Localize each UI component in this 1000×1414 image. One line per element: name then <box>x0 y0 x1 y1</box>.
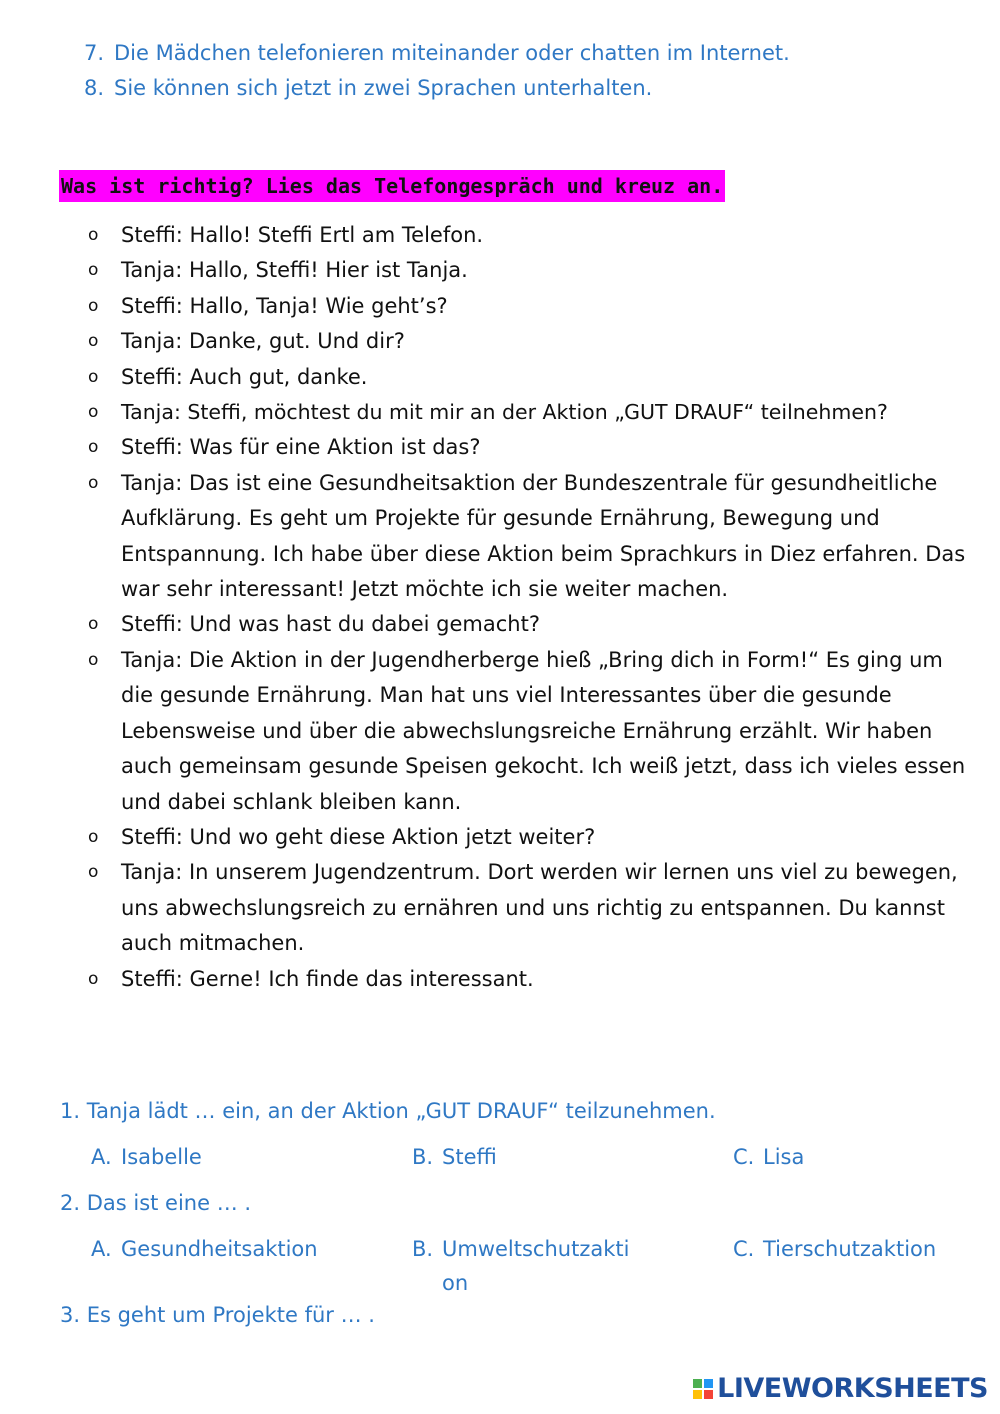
bullet-icon: o <box>88 402 99 423</box>
option-b[interactable]: B. Umweltschutzaktion <box>412 1237 630 1295</box>
logo-square-blue <box>704 1379 713 1388</box>
logo-square-yellow <box>693 1390 702 1399</box>
option-c[interactable]: C. Tierschutzaktion <box>733 1237 937 1261</box>
option-a[interactable]: A. Isabelle <box>91 1145 202 1169</box>
bullet-icon: o <box>88 260 99 281</box>
top-numbered-list <box>84 36 790 106</box>
bullet-icon: o <box>88 826 99 847</box>
bullet-icon: o <box>88 862 99 883</box>
dialog-line: o Steffi: Und was hast du dabei gemacht? <box>88 607 968 642</box>
dialog-list <box>88 218 968 997</box>
option-c[interactable]: C. Lisa <box>733 1145 805 1169</box>
dialog-line: o Steffi: Und wo geht diese Aktion jetzt weiter? <box>88 820 968 855</box>
bullet-icon: o <box>88 472 99 493</box>
logo-square-green <box>693 1379 702 1388</box>
dialog-line: o Tanja: Das ist eine Gesundheitsaktion der Bundeszentrale für gesundheitliche Aufklärung. Es geht um Projekte für gesunde Ernährung, Bewegung und Entspannung. Ich habe über diese Aktion beim Sprachkurs in Diez erfahren. Das war sehr interessant! Jetzt möchte ich sie weiter machen. <box>88 466 968 608</box>
logo-square-red <box>704 1390 713 1399</box>
dialog-line: o Steffi: Was für eine Aktion ist das? <box>88 430 968 465</box>
bullet-icon: o <box>88 225 99 245</box>
bullet-icon: o <box>88 968 99 989</box>
dialog-line: o Steffi: Hallo! Steffi Ertl am Telefon. <box>88 218 968 253</box>
list-item: 7. Die Mädchen telefonieren miteinander oder chatten im Internet. <box>84 41 790 65</box>
dialog-line: o Steffi: Auch gut, danke. <box>88 360 968 395</box>
list-item: 8. Sie können sich jetzt in zwei Sprachen unterhalten. <box>84 76 653 100</box>
logo-icon <box>693 1379 713 1399</box>
bullet-icon: o <box>88 437 99 458</box>
bullet-icon: o <box>88 331 99 352</box>
question-2: 2. Das ist eine … . <box>60 1191 252 1215</box>
question-3: 3. Es geht um Projekte für … . <box>60 1303 375 1327</box>
bullet-icon: o <box>88 366 99 387</box>
dialog-line: o Tanja: Steffi, möchtest du mit mir an der Aktion „GUT DRAUF“ teilnehmen? <box>88 395 968 430</box>
dialog-line: o Steffi: Hallo, Tanja! Wie geht’s? <box>88 289 968 324</box>
dialog-line: o Tanja: In unserem Jugendzentrum. Dort werden wir lernen uns viel zu bewegen, uns abwechslungsreich zu ernähren und uns richtig zu entspannen. Du kannst auch mitmachen. <box>88 855 968 961</box>
question-1: 1. Tanja lädt … ein, an der Aktion „GUT DRAUF“ teilzunehmen. <box>60 1099 716 1123</box>
option-b[interactable]: B. Steffi <box>412 1145 497 1169</box>
bullet-icon: o <box>88 614 99 635</box>
dialog-line: o Tanja: Die Aktion in der Jugendherberge hieß „Bring dich in Form!“ Es ging um die gesunde Ernährung. Man hat uns viel Interessantes über die gesunde Lebensweise und über die abwechslungsreiche Ernährung erzählt. Wir haben auch gemeinsam gesunde Speisen gekocht. Ich weiß jetzt, dass ich vieles essen und dabei schlank bleiben kann. <box>88 643 968 820</box>
task-heading: Was ist richtig? Lies das Telefongespräch und kreuz an. <box>59 170 725 202</box>
bullet-icon: o <box>88 295 99 316</box>
liveworksheets-logo <box>693 1373 988 1404</box>
dialog-line: o Tanja: Danke, gut. Und dir? <box>88 324 968 359</box>
option-a[interactable]: A. Gesundheitsaktion <box>91 1237 318 1261</box>
logo-text: LIVEWORKSHEETS <box>717 1373 988 1404</box>
dialog-line: o Tanja: Hallo, Steffi! Hier ist Tanja. <box>88 253 968 288</box>
bullet-icon: o <box>88 649 99 670</box>
dialog-line: o Steffi: Gerne! Ich finde das interessant. <box>88 962 968 997</box>
